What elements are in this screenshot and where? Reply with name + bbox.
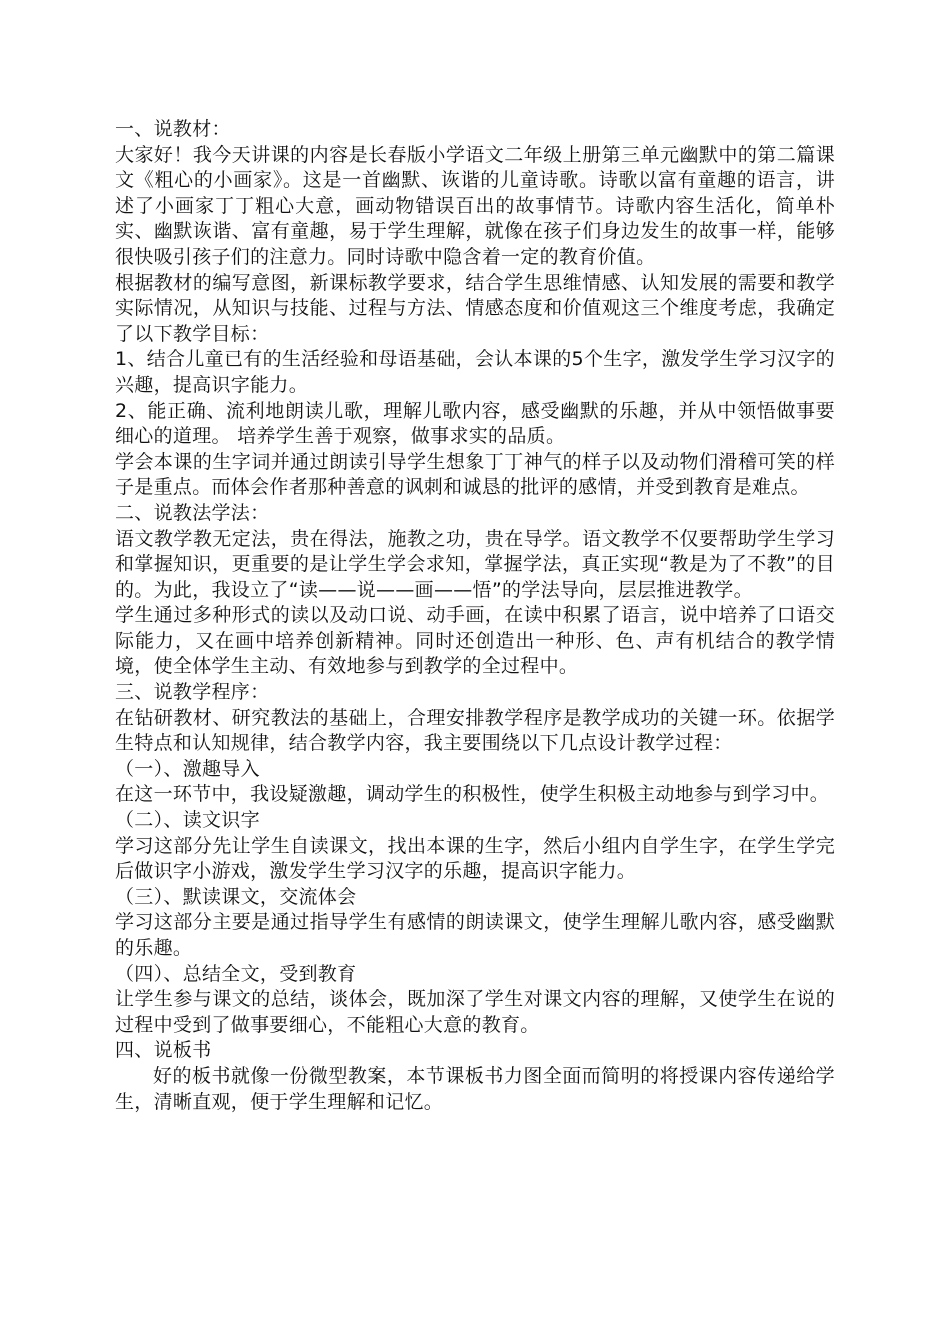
goal-item-1: 1、结合儿童已有的生活经验和母语基础，会认本课的5个生字，激发学生学习汉字的兴趣，提高识字能力。 — [115, 348, 835, 396]
paragraph-intro: 大家好！我今天讲课的内容是长春版小学语文二年级上册第三单元幽默中的第二篇课文《粗心的小画家》。这是一首幽默、诙谐的儿童诗歌。诗歌以富有童趣的语言，讲述了小画家丁丁粗心大意，画动物错误百出的故事情节。诗歌内容生活化，简单朴实、幽默诙谐、富有童趣，易于学生理解，就像在孩子们身边发生的故事一样，能够很快吸引孩子们的注意力。同时诗歌中隐含着一定的教育价值。 — [115, 143, 835, 268]
paragraph-key-difficult-points: 学会本课的生字词并通过朗读引导学生想象丁丁神气的样子以及动物们滑稽可笑的样子是重点。而体会作者那种善意的讽刺和诚恳的批评的感情，并受到教育是难点。 — [115, 450, 835, 499]
heading-textbook: 一、说教材： — [115, 118, 231, 140]
paragraph-learning-method: 学生通过多种形式的读以及动口说、动手画，在读中积累了语言，说中培养了口语交际能力，又在画中培养创新精神。同时还创造出一种形、色、声有机结合的教学情境，使全体学生主动、有效地参与到教学的全过程中。 — [115, 604, 835, 678]
subheading-step-2: （二）、读文识字 — [115, 809, 260, 832]
document-body — [115, 117, 835, 1115]
goal-item-2: 2、能正确、流利地朗读儿歌，理解儿歌内容，感受幽默的乐趣，并从中领悟做事要细心的道理。 培养学生善于观察，做事求实的品质。 — [115, 399, 835, 448]
paragraph-step-1: 在这一环节中，我设疑激趣，调动学生的积极性，使学生积极主动地参与到学习中。 — [115, 783, 830, 806]
heading-methods: 二、说教法学法： — [115, 501, 270, 524]
paragraph-design-intent: 根据教材的编写意图，新课标教学要求，结合学生思维情感、认知发展的需要和教学实际情况，从知识与技能、过程与方法、情感态度和价值观这三个维度考虑，我确定了以下教学目标： — [115, 271, 835, 345]
paragraph-procedure-intro: 在钻研教材、研究教法的基础上，合理安排教学程序是教学成功的关键一环。依据学生特点和认知规律，结合教学内容，我主要围绕以下几点设计教学过程： — [115, 706, 835, 755]
paragraph-teaching-method: 语文教学教无定法，贵在得法，施教之功，贵在导学。语文教学不仅要帮助学生学习和掌握知识，更重要的是让学生学会求知，掌握学法，真正实现“教是为了不教”的目的。为此，我设立了“读——说——画——悟”的学法导向，层层推进教学。 — [115, 527, 835, 601]
subheading-step-1: （一）、激趣导入 — [115, 757, 260, 780]
heading-procedure: 三、说教学程序： — [115, 681, 270, 704]
paragraph-step-2: 学习这部分先让学生自读课文，找出本课的生字，然后小组内自学生字，在学生学完后做识字小游戏，激发学生学习汉字的乐趣，提高识字能力。 — [115, 834, 835, 883]
subheading-step-3: （三）、默读课文，交流体会 — [115, 885, 357, 908]
paragraph-step-3: 学习这部分主要是通过指导学生有感情的朗读课文，使学生理解儿歌内容，感受幽默的乐趣。 — [115, 911, 835, 959]
heading-blackboard: 四、说板书 — [115, 1039, 212, 1062]
subheading-step-4: （四）、总结全文，受到教育 — [115, 962, 357, 985]
paragraph-step-4: 让学生参与课文的总结，谈体会，既加深了学生对课文内容的理解，又使学生在说的过程中受到了做事要细心，不能粗心大意的教育。 — [115, 988, 835, 1036]
paragraph-blackboard: 好的板书就像一份微型教案，本节课板书力图全面而简明的将授课内容传递给学生，清晰直观，便于学生理解和记忆。 — [115, 1064, 835, 1113]
